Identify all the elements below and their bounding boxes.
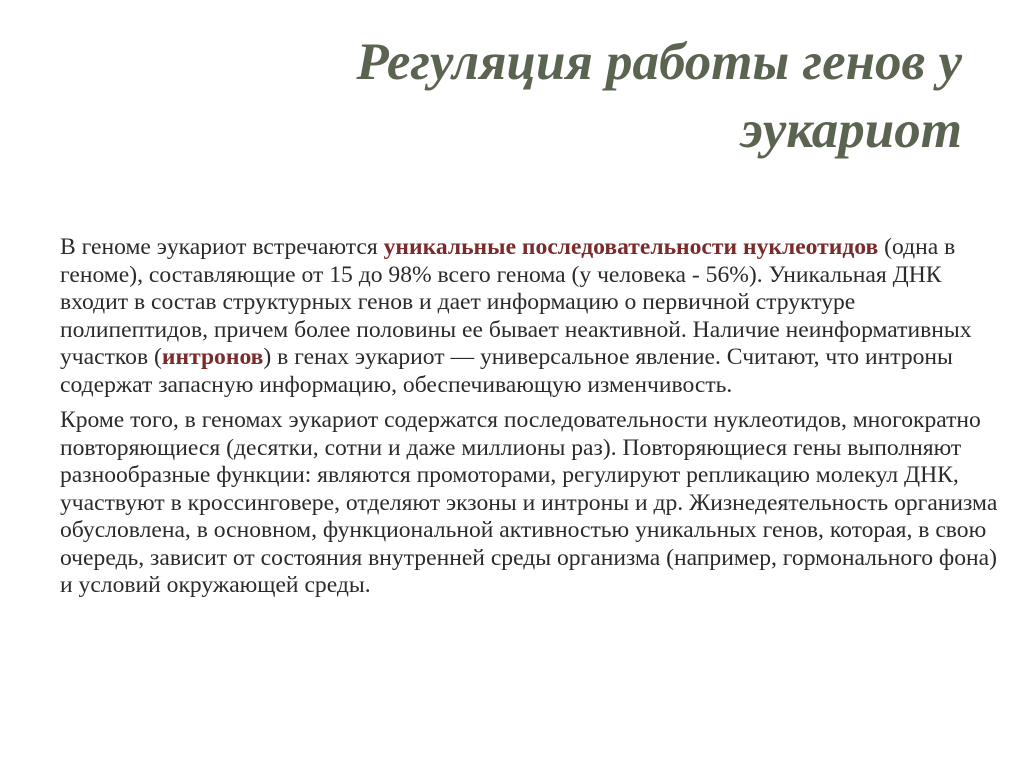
slide-title [62, 28, 962, 164]
paragraph1-text-2: (одна в геноме), составляющие от 15 до 98% всего генома (у человека - 56%). Уникальная ДНК входит в состав структурных генов и дает информацию о первичной структуре полипептидов, причем более половины ее бывает неактивной. Наличие неинформативных участков ( [60, 234, 972, 370]
paragraph1-text-1: В геноме эукариот встречаются [60, 234, 384, 260]
slide-title-line2: эукариот [740, 101, 962, 159]
highlight-introns: интронов [161, 344, 264, 370]
paragraph-unique-sequences [60, 234, 1008, 399]
slide-title-line1: Регуляция работы генов у [356, 33, 962, 91]
paragraph-repeated-sequences: Кроме того, в геномах эукариот содержатся последовательности нуклеотидов, многократно повторяющиеся (десятки, сотни и даже миллионы раз). Повторяющиеся гены выполняют разнообразные функции: являются промоторами, регулируют репликацию молекул ДНК, участвуют в кроссинговере, отделяют экзоны и интроны и др. Жизнедеятельность организма обусловлена, в основном, функциональной активностью уникальных генов, которая, в свою очередь, зависит от состояния внутренней среды организма (например, гормонального фона) и условий окружающей среды. [60, 407, 998, 598]
slide-body [60, 234, 1008, 608]
paragraph1-text-3: ) в генах эукариот — универсальное явление. Считают, что интроны содержат запасную информацию, обеспечивающую изменчивость. [60, 344, 953, 398]
highlight-unique-sequences: уникальные последовательности нуклеотидов [383, 234, 879, 260]
